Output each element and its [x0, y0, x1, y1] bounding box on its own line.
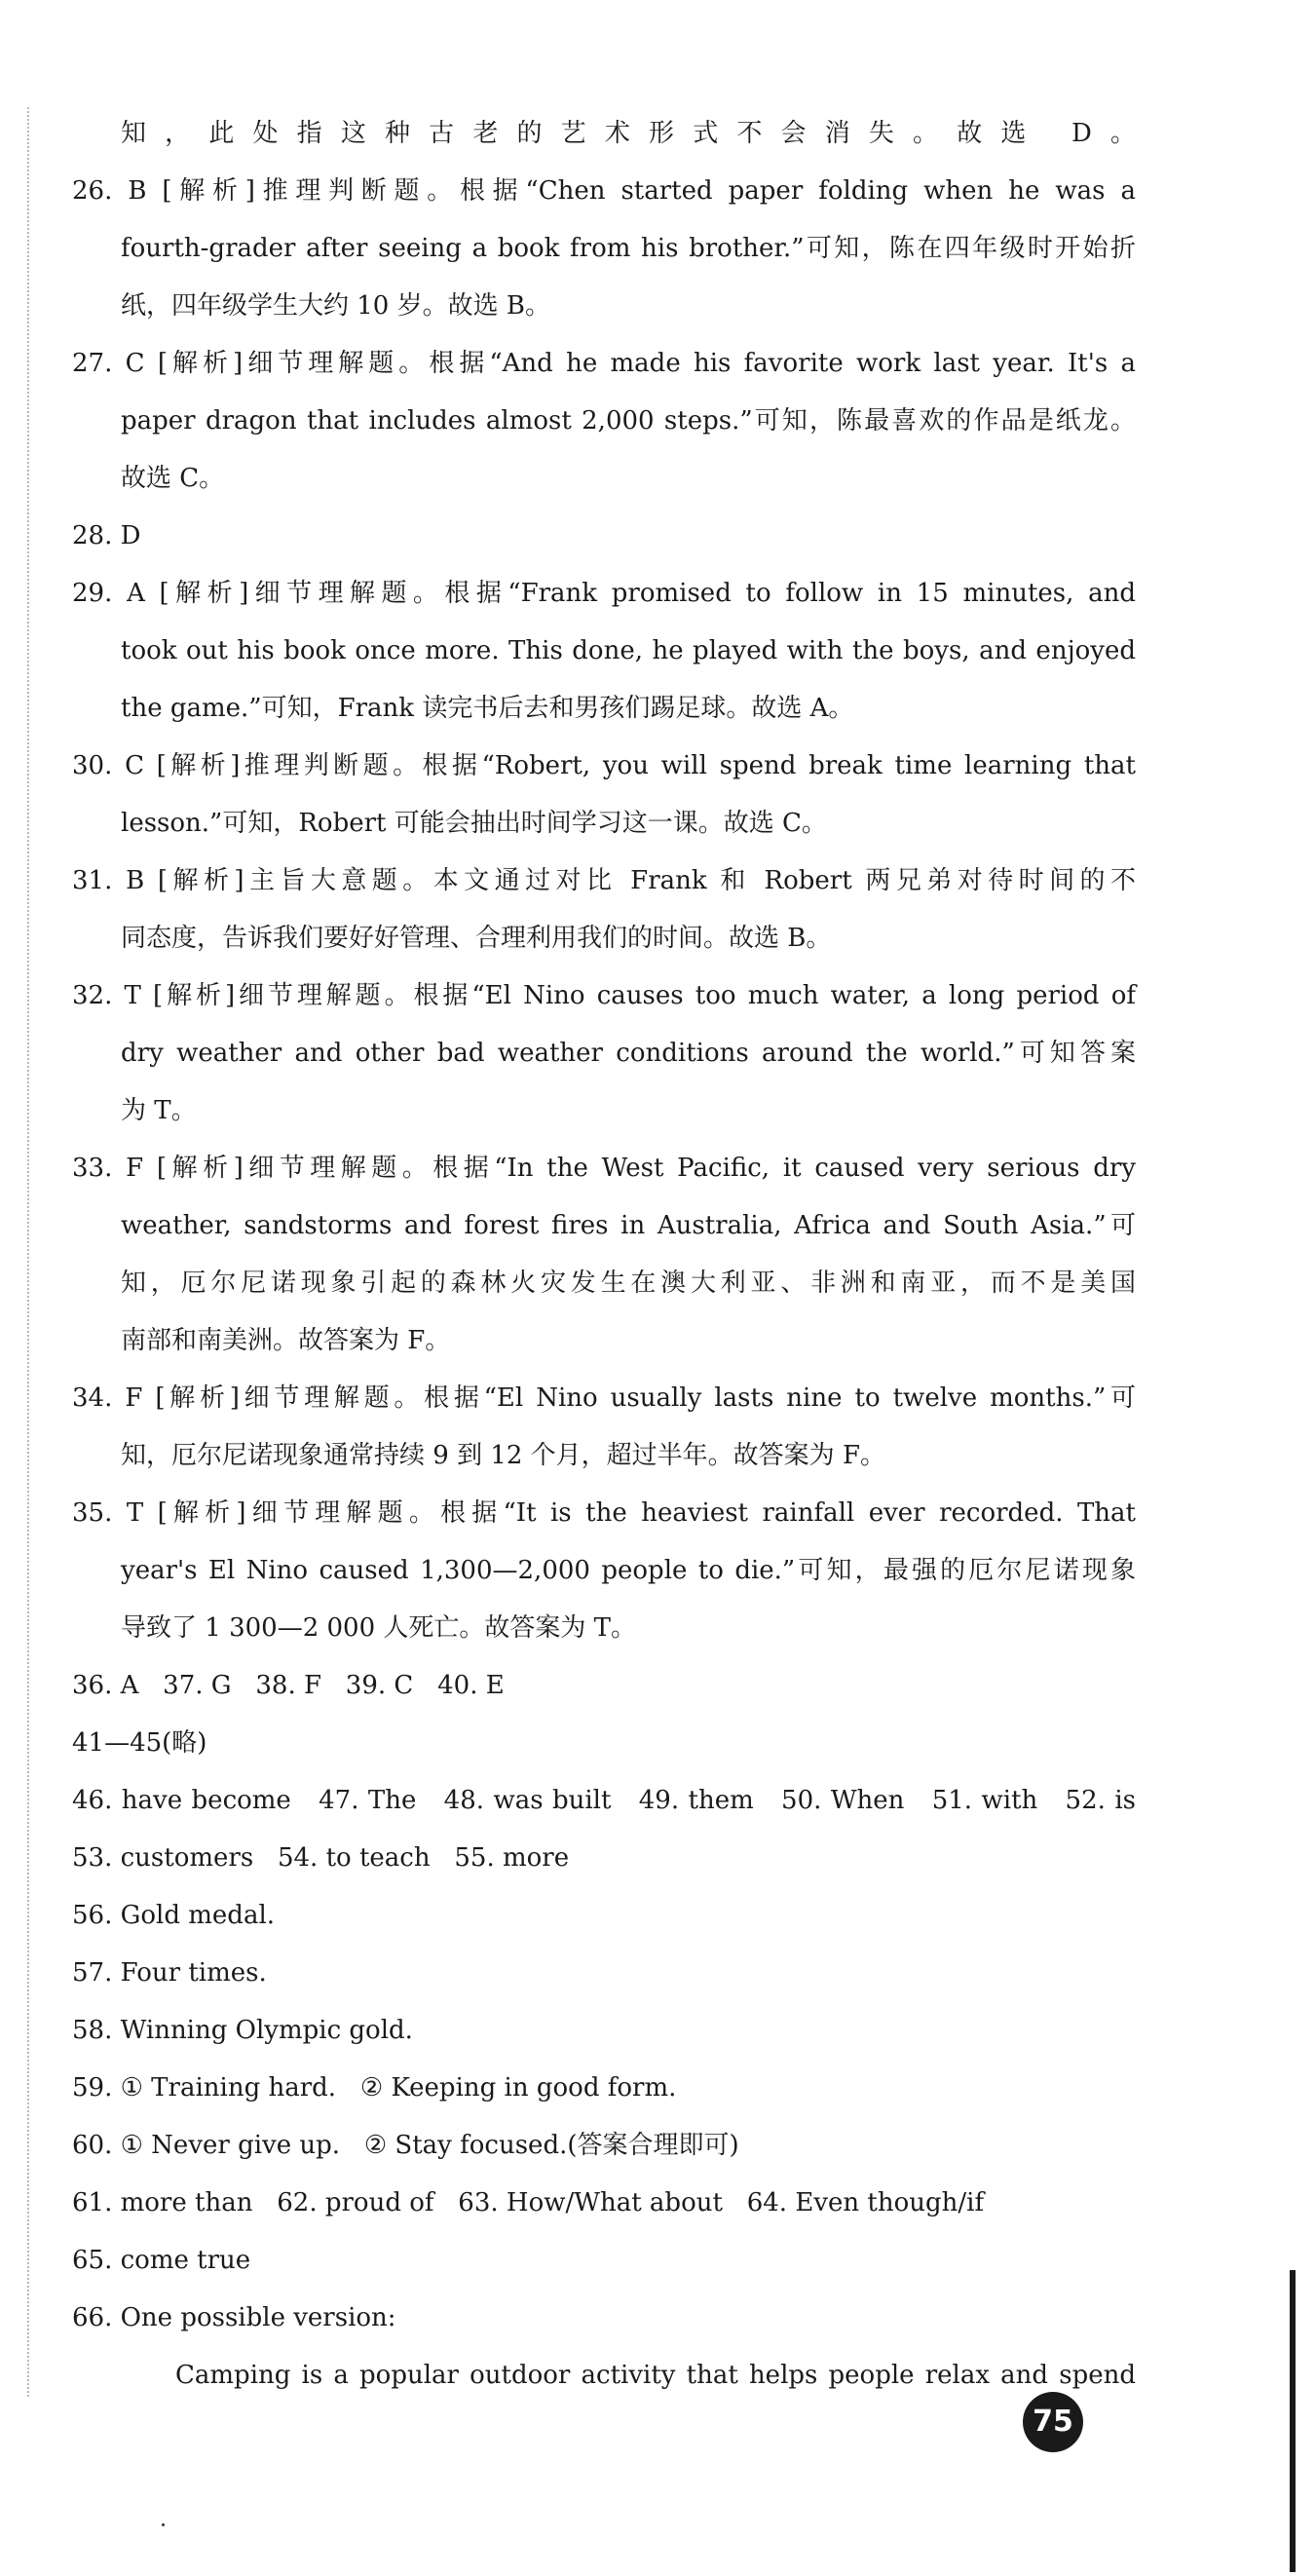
- q29-line-2: took out his book once more. This done, he played with the boys, and enjoyed: [121, 636, 1136, 665]
- q26-line-3: 纸，四年级学生大约 10 岁。故选 B。: [121, 291, 550, 321]
- q66-heading: 66. One possible version:: [72, 2303, 396, 2332]
- q27-line-1: 27. C [解析]细节理解题。根据“And he made his favorite work last year. It's a: [72, 349, 1136, 378]
- q53-55-answers: 53. customers 54. to teach 55. more: [72, 1843, 570, 1873]
- q59-answer: 59. ① Training hard. ② Keeping in good form.: [72, 2073, 677, 2102]
- q41-45-answers: 41—45(略): [72, 1728, 207, 1758]
- q29-line-3: the game.”可知，Frank 读完书后去和男孩们踢足球。故选 A。: [121, 694, 854, 723]
- q32-line-3: 为 T。: [121, 1096, 197, 1125]
- q28-line: 28. D: [72, 521, 141, 550]
- q33-line-4: 南部和南美洲。故答案为 F。: [121, 1326, 451, 1355]
- q33-line-1: 33. F [解析]细节理解题。根据“In the West Pacific, it caused very serious dry: [72, 1154, 1136, 1183]
- q57-answer: 57. Four times.: [72, 1958, 267, 1988]
- q33-line-2: weather, sandstorms and forest fires in Australia, Africa and South Asia.”可: [121, 1211, 1136, 1240]
- binding-margin-dots: [27, 107, 29, 2397]
- q32-line-1: 32. T [解析]细节理解题。根据“El Nino causes too much water, a long period of: [72, 981, 1136, 1010]
- q61-64-answers: 61. more than 62. proud of 63. How/What about 64. Even though/if: [72, 2188, 985, 2217]
- q35-line-2: year's El Nino caused 1,300—2,000 people to die.”可知，最强的厄尔尼诺现象: [121, 1556, 1136, 1585]
- answer-content: [72, 105, 1136, 2405]
- q36-40-answers: 36. A 37. G 38. F 39. C 40. E: [72, 1671, 505, 1700]
- q30-line-2: lesson.”可知，Robert 可能会抽出时间学习这一课。故选 C。: [121, 809, 827, 838]
- q46-52-answers: 46. have become 47. The 48. was built 49. them 50. When 51. with 52. is: [72, 1786, 1136, 1815]
- q56-answer: 56. Gold medal.: [72, 1901, 276, 1930]
- q60-answer: 60. ① Never give up. ② Stay focused.(答案合理即可): [72, 2131, 739, 2160]
- q27-line-3: 故选 C。: [121, 464, 225, 493]
- q35-line-1: 35. T [解析]细节理解题。根据“It is the heaviest rainfall ever recorded. That: [72, 1498, 1136, 1528]
- q34-line-2: 知，厄尔尼诺现象通常持续 9 到 12 个月，超过半年。故答案为 F。: [121, 1441, 885, 1470]
- q27-line-2: paper dragon that includes almost 2,000 steps.”可知，陈最喜欢的作品是纸龙。: [121, 406, 1136, 436]
- q31-line-1: 31. B [解析]主旨大意题。本文通过对比 Frank 和 Robert 两兄弟对待时间的不: [72, 866, 1136, 895]
- q35-line-3: 导致了 1 300—2 000 人死亡。故答案为 T。: [121, 1613, 637, 1643]
- q58-answer: 58. Winning Olympic gold.: [72, 2016, 413, 2045]
- scan-speck: [162, 2523, 165, 2526]
- q30-line-1: 30. C [解析]推理判断题。根据“Robert, you will spend break time learning that: [72, 751, 1136, 780]
- q65-answer: 65. come true: [72, 2246, 251, 2275]
- q33-line-3: 知，厄尔尼诺现象引起的森林火灾发生在澳大利亚、非洲和南亚，而不是美国: [121, 1269, 1136, 1298]
- q34-line-1: 34. F [解析]细节理解题。根据“El Nino usually lasts nine to twelve months.”可: [72, 1383, 1136, 1413]
- q25-continuation: 知，此处指这种古老的艺术形式不会消失。故选 D。: [121, 119, 1136, 148]
- essay-first-line: Camping is a popular outdoor activity that helps people relax and spend: [175, 2361, 1136, 2390]
- q32-line-2: dry weather and other bad weather conditions around the world.”可知答案: [121, 1039, 1136, 1068]
- q29-line-1: 29. A [解析]细节理解题。根据“Frank promised to follow in 15 minutes, and: [72, 579, 1136, 608]
- page-edge-shadow: [1290, 2270, 1296, 2572]
- q31-line-2: 同态度，告诉我们要好好管理、合理利用我们的时间。故选 B。: [121, 924, 832, 953]
- q26-line-1: 26. B [解析]推理判断题。根据“Chen started paper folding when he was a: [72, 176, 1136, 206]
- page-number-badge: 75: [1023, 2392, 1083, 2452]
- q26-line-2: fourth-grader after seeing a book from his brother.”可知，陈在四年级时开始折: [121, 234, 1136, 263]
